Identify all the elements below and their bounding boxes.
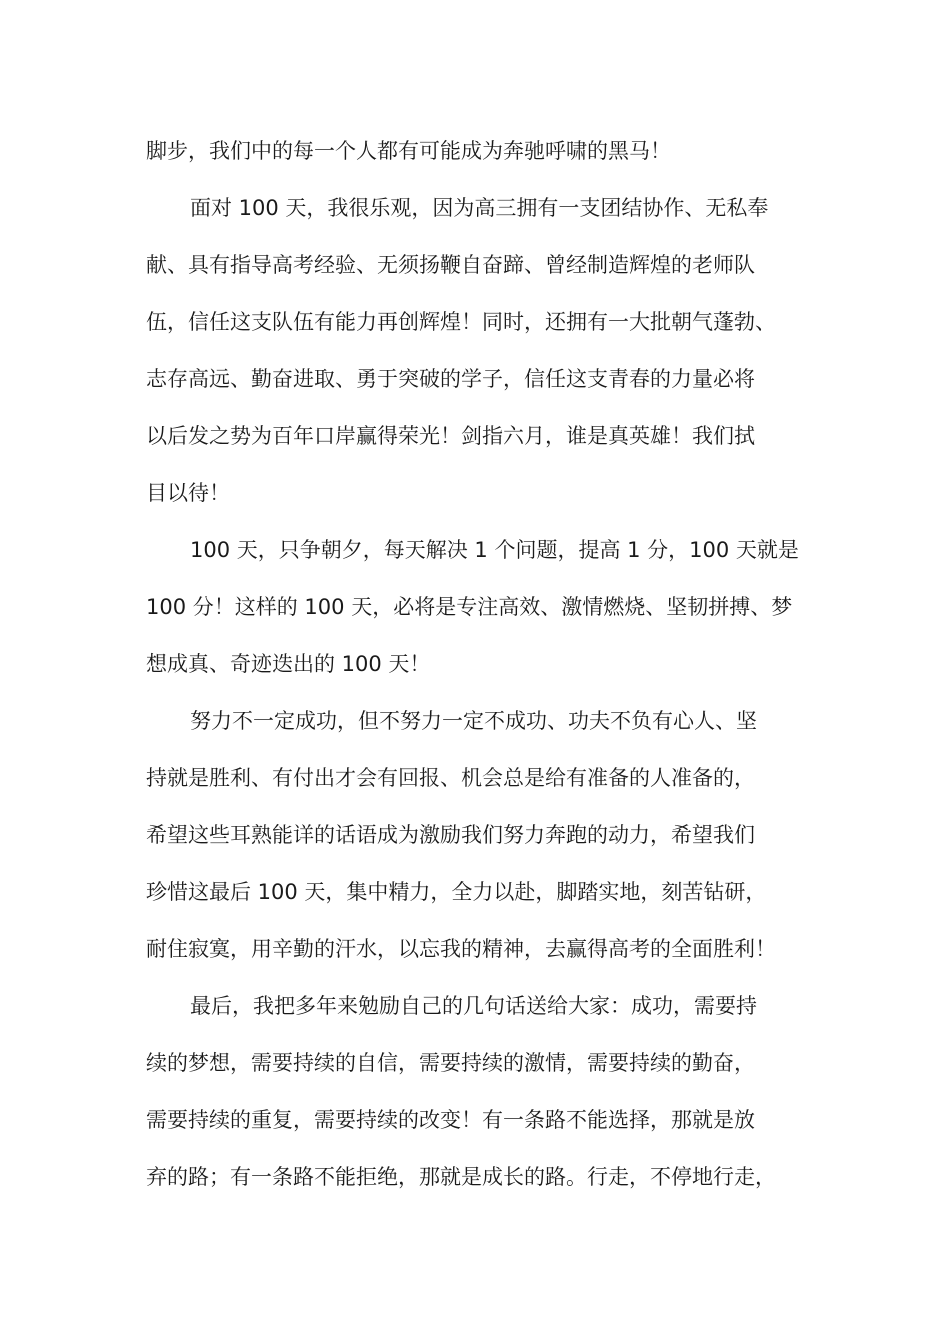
text-line: 持就是胜利、有付出才会有回报、机会总是给有准备的人准备的，	[146, 766, 755, 790]
text-line: 脚步，我们中的每一个人都有可能成为奔驰呼啸的黑马！	[146, 139, 671, 163]
paragraph-first-line: 最后，我把多年来勉励自己的几句话送给大家：成功，需要持	[190, 994, 757, 1018]
paragraph-first-line: 面对 100 天，我很乐观，因为高三拥有一支团结协作、无私奉	[190, 196, 769, 220]
text-line: 需要持续的重复，需要持续的改变！有一条路不能选择，那就是放	[146, 1108, 755, 1132]
text-line: 100 分！这样的 100 天，必将是专注高效、激情燃烧、坚韧拼搏、梦	[146, 595, 793, 619]
text-line: 耐住寂寞，用辛勤的汗水，以忘我的精神，去赢得高考的全面胜利！	[146, 937, 776, 961]
text-line: 以后发之势为百年口岸赢得荣光！剑指六月，谁是真英雄！我们拭	[146, 424, 755, 448]
text-line: 献、具有指导高考经验、无须扬鞭自奋蹄、曾经制造辉煌的老师队	[146, 253, 755, 277]
text-line: 伍，信任这支队伍有能力再创辉煌！同时，还拥有一大批朝气蓬勃、	[146, 310, 776, 334]
text-line: 珍惜这最后 100 天，集中精力，全力以赴，脚踏实地，刻苦钻研，	[146, 880, 767, 904]
text-line: 目以待！	[146, 481, 230, 505]
text-line: 希望这些耳熟能详的话语成为激励我们努力奔跑的动力，希望我们	[146, 823, 755, 847]
text-line: 续的梦想，需要持续的自信，需要持续的激情，需要持续的勤奋，	[146, 1051, 755, 1075]
text-line: 想成真、奇迹迭出的 100 天！	[146, 652, 431, 676]
paragraph-first-line: 努力不一定成功，但不努力一定不成功、功夫不负有心人、坚	[190, 709, 757, 733]
text-line: 志存高远、勤奋进取、勇于突破的学子，信任这支青春的力量必将	[146, 367, 755, 391]
text-line: 弃的路；有一条路不能拒绝，那就是成长的路。行走，不停地行走，	[146, 1165, 776, 1189]
paragraph-first-line: 100 天，只争朝夕，每天解决 1 个问题，提高 1 分，100 天就是	[190, 538, 799, 562]
